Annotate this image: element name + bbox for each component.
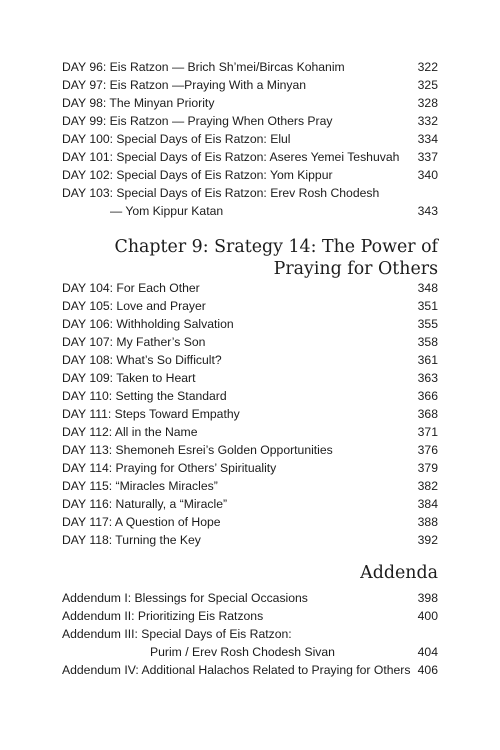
entry-page-number: 361 [417, 353, 438, 367]
entry-page-number: 358 [417, 335, 438, 349]
toc-entry [62, 166, 438, 184]
entry-title: DAY 105: Love and Prayer [62, 299, 206, 313]
toc-entry [62, 112, 438, 130]
entry-page-number: 406 [417, 663, 438, 677]
toc-entry [62, 297, 438, 315]
entry-page-number: 322 [417, 60, 438, 74]
entry-page-number: 337 [417, 150, 438, 164]
entry-title: DAY 117: A Question of Hope [62, 515, 221, 529]
entry-page-number: 363 [417, 371, 438, 385]
entry-page-number: 328 [417, 96, 438, 110]
toc-entry [62, 625, 438, 643]
toc-entry [62, 405, 438, 423]
entry-page-number: 384 [417, 497, 438, 511]
toc-entry [62, 148, 438, 166]
toc-entry [62, 94, 438, 112]
toc-entry [62, 351, 438, 369]
addenda-heading: Addenda [360, 563, 438, 583]
entry-title: Addendum II: Prioritizing Eis Ratzons [62, 609, 264, 623]
entry-title: DAY 104: For Each Other [62, 281, 200, 295]
toc-entry [62, 607, 438, 625]
toc-entry [62, 279, 438, 297]
toc-section-days-104-118 [62, 279, 438, 549]
entry-title: DAY 98: The Minyan Priority [62, 96, 215, 110]
entry-page-number: 376 [417, 443, 438, 457]
entry-title: DAY 114: Praying for Others’ Spirituality [62, 461, 277, 475]
entry-page-number: 404 [417, 645, 438, 659]
entry-title: DAY 99: Eis Ratzon — Praying When Others Pray [62, 114, 333, 128]
toc-entry-continuation [62, 202, 438, 220]
entry-page-number: 334 [417, 132, 438, 146]
entry-title: Addendum IV: Additional Halachos Related to Praying for Others [62, 663, 411, 677]
toc-entry [62, 661, 438, 679]
entry-page-number: 371 [417, 425, 438, 439]
entry-title: DAY 116: Naturally, a “Miracle” [62, 497, 228, 511]
entry-page-number: 382 [417, 479, 438, 493]
entry-title: DAY 111: Steps Toward Empathy [62, 407, 240, 421]
entry-title: DAY 109: Taken to Heart [62, 371, 196, 385]
entry-title: DAY 97: Eis Ratzon —Praying With a Minyan [62, 78, 307, 92]
entry-title: DAY 102: Special Days of Eis Ratzon: Yom Kippur [62, 168, 333, 182]
toc-entry [62, 184, 438, 202]
entry-title: — Yom Kippur Katan [110, 204, 224, 218]
toc-entry [62, 441, 438, 459]
chapter-heading-line-1: Chapter 9: Srategy 14: The Power of [114, 237, 438, 257]
toc-entry [62, 531, 438, 549]
toc-section-days-96-103 [62, 58, 438, 220]
entry-page-number: 400 [417, 609, 438, 623]
entry-page-number: 366 [417, 389, 438, 403]
toc-entry [62, 369, 438, 387]
entry-title: Purim / Erev Rosh Chodesh Sivan [150, 645, 335, 659]
entry-title: DAY 96: Eis Ratzon — Brich Sh’mei/Bircas Kohanim [62, 60, 345, 74]
entry-title: DAY 112: All in the Name [62, 425, 198, 439]
toc-entry [62, 387, 438, 405]
toc-entry [62, 76, 438, 94]
entry-title: Addendum I: Blessings for Special Occasions [62, 591, 308, 605]
entry-page-number: 388 [417, 515, 438, 529]
toc-entry [62, 333, 438, 351]
entry-title: Addendum III: Special Days of Eis Ratzon: [62, 627, 292, 641]
entry-page-number: 355 [417, 317, 438, 331]
toc-section-addenda [62, 589, 438, 679]
entry-title: DAY 107: My Father’s Son [62, 335, 206, 349]
toc-entry [62, 58, 438, 76]
toc-entry [62, 423, 438, 441]
toc-entry [62, 589, 438, 607]
toc-entry [62, 513, 438, 531]
entry-title: DAY 115: “Miracles Miracles” [62, 479, 218, 493]
entry-page-number: 398 [417, 591, 438, 605]
toc-entry [62, 315, 438, 333]
entry-page-number: 351 [417, 299, 438, 313]
entry-title: DAY 118: Turning the Key [62, 533, 201, 547]
toc-entry-continuation [62, 643, 438, 661]
entry-title: DAY 106: Withholding Salvation [62, 317, 234, 331]
chapter-heading-line-2: Praying for Others [273, 258, 438, 279]
entry-title: DAY 100: Special Days of Eis Ratzon: Elul [62, 132, 291, 146]
toc-entry [62, 477, 438, 495]
entry-page-number: 325 [417, 78, 438, 92]
toc-entry [62, 495, 438, 513]
entry-page-number: 368 [417, 407, 438, 421]
toc-entry [62, 130, 438, 148]
entry-title: DAY 113: Shemoneh Esrei’s Golden Opportunities [62, 443, 333, 457]
toc-entry [62, 459, 438, 477]
entry-page-number: 332 [417, 114, 438, 128]
entry-page-number: 348 [417, 281, 438, 295]
entry-page-number: 343 [417, 204, 438, 218]
entry-title: DAY 101: Special Days of Eis Ratzon: Aseres Yemei Teshuvah [62, 150, 400, 164]
entry-title: DAY 110: Setting the Standard [62, 389, 227, 403]
entry-page-number: 392 [417, 533, 438, 547]
chapter-heading [115, 237, 438, 280]
entry-page-number: 340 [417, 168, 438, 182]
entry-page-number: 379 [417, 461, 438, 475]
entry-title: DAY 103: Special Days of Eis Ratzon: Erev Rosh Chodesh [62, 186, 380, 200]
entry-title: DAY 108: What’s So Difficult? [62, 353, 222, 367]
